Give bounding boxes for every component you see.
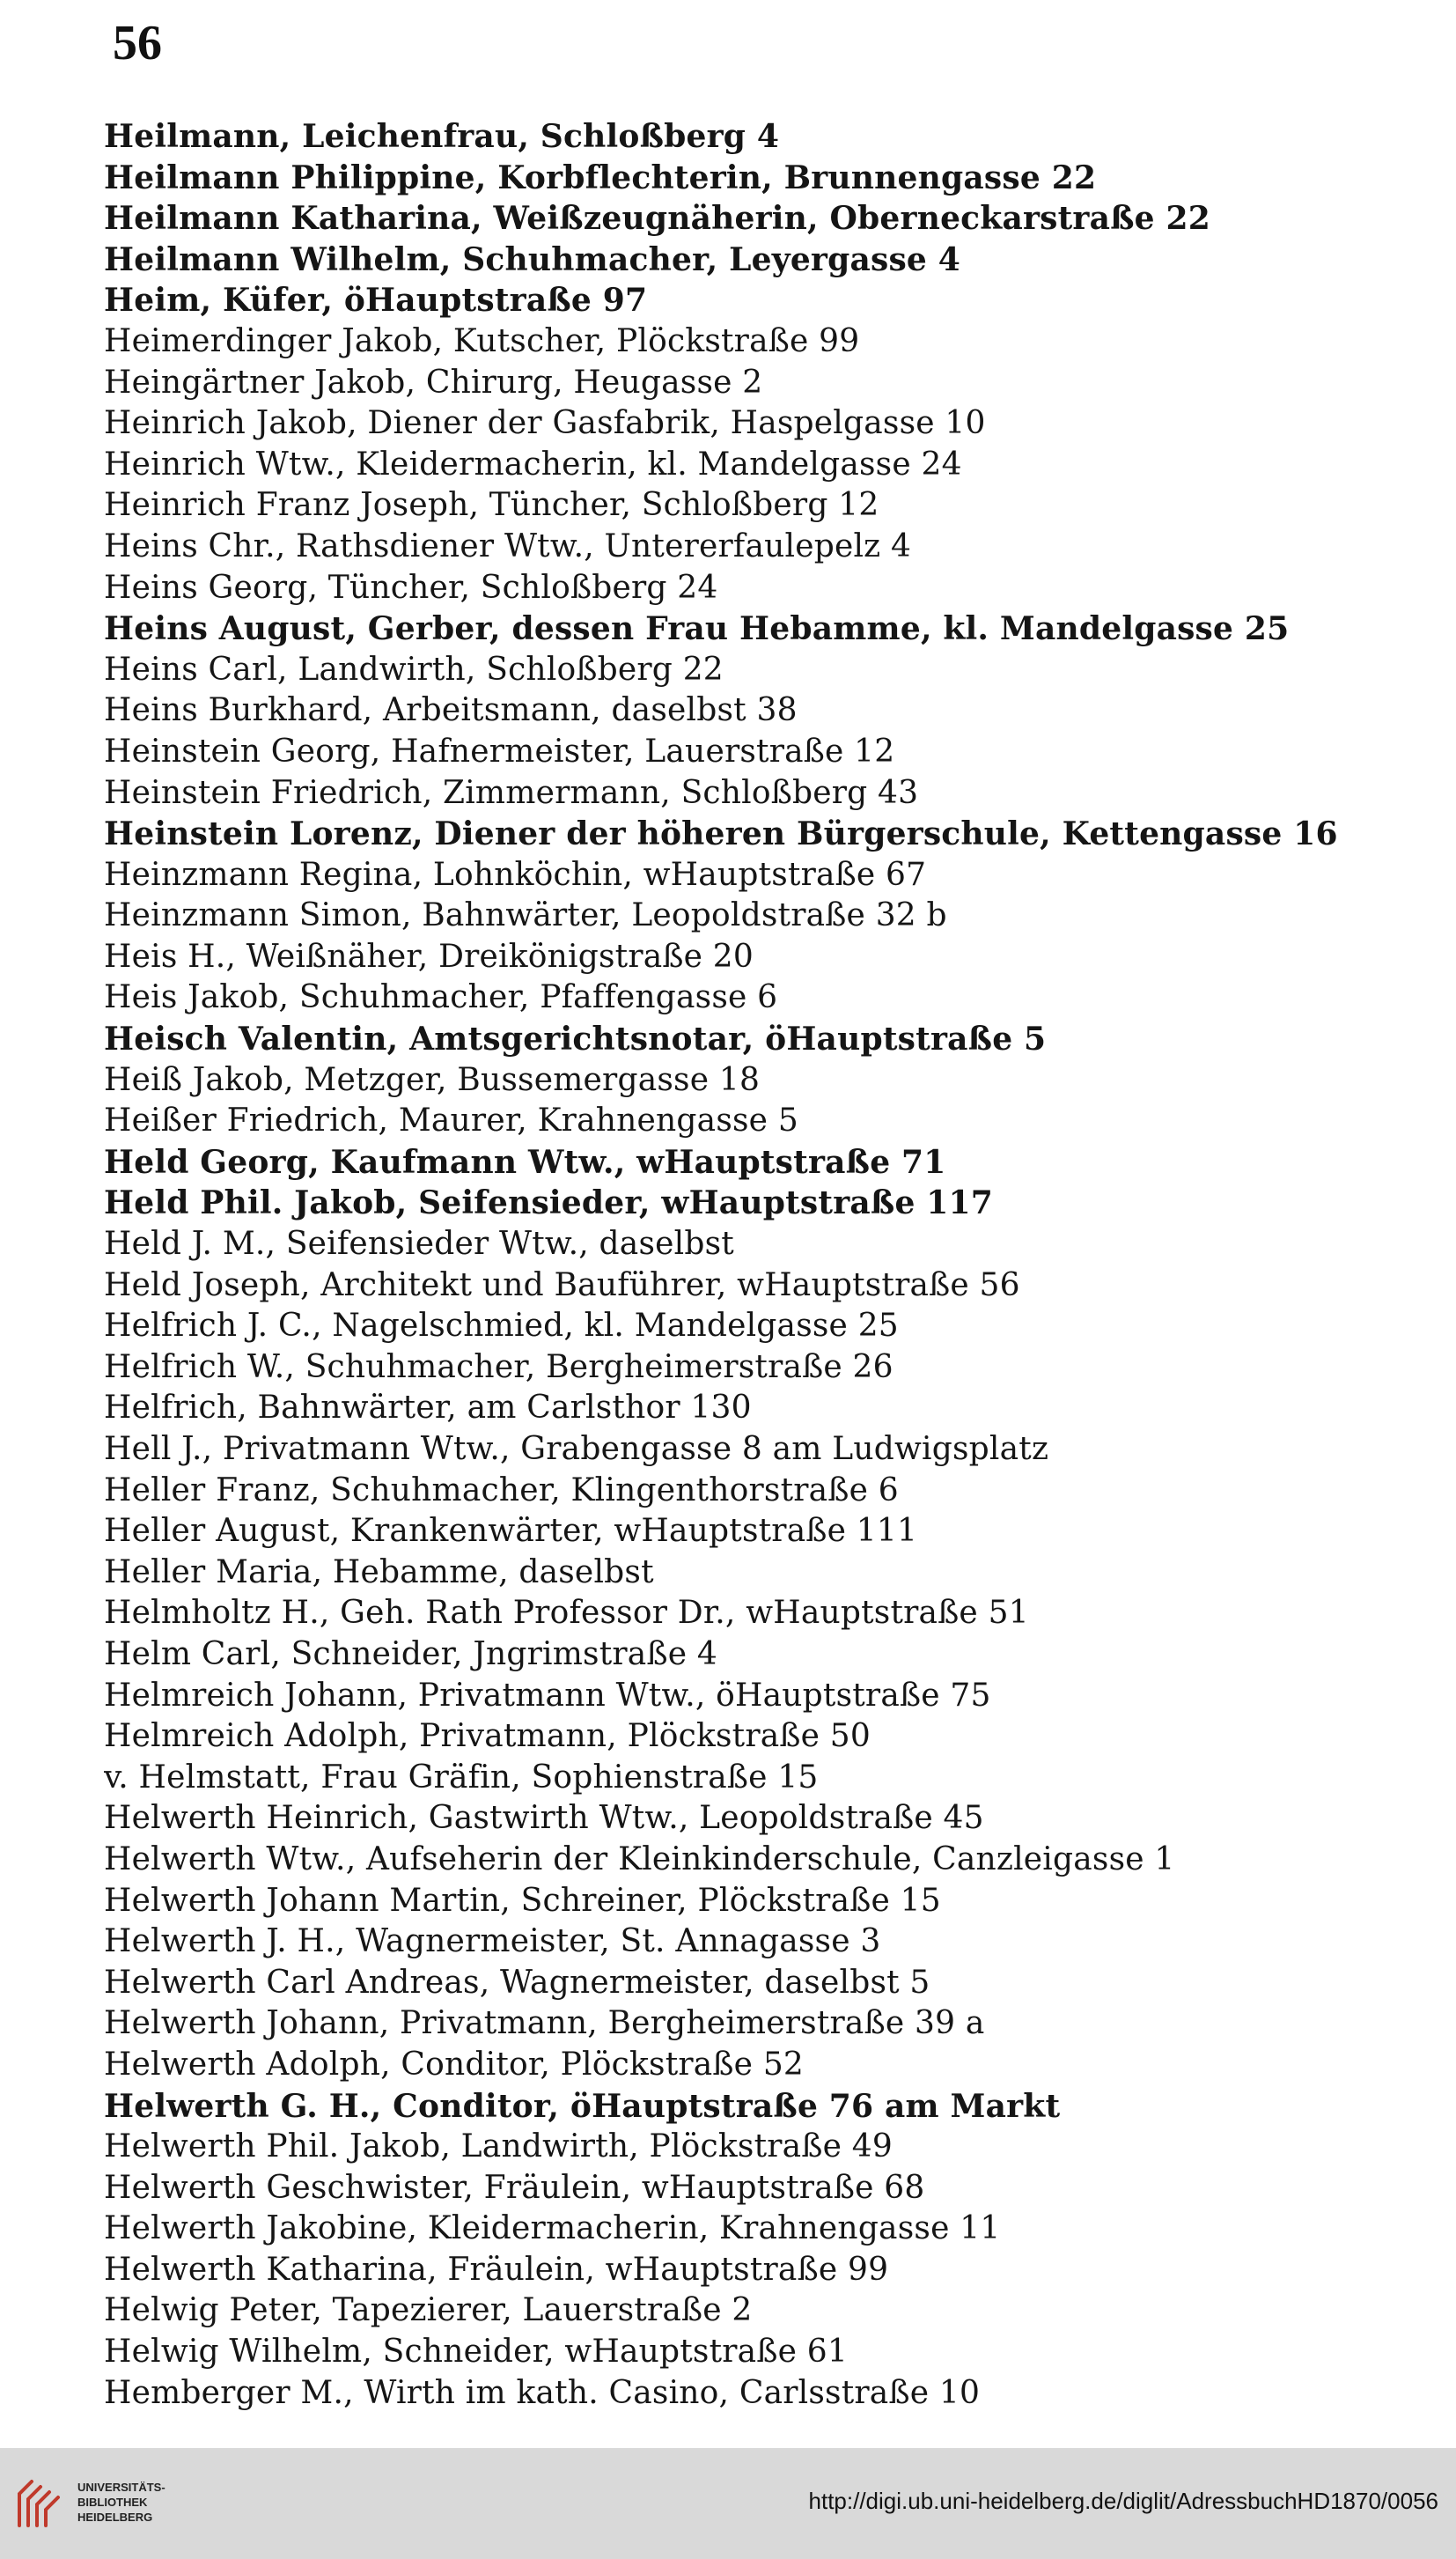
address-entry: Held Joseph, Architekt und Bauführer, wHauptstraße 56 [104,1266,1020,1303]
address-entry: Hell J., Privatmann Wtw., Grabengasse 8 am Ludwigsplatz [104,1431,1049,1467]
address-entry: Helfrich J. C., Nagelschmied, kl. Mandelgasse 25 [104,1308,899,1345]
address-entry: Heins Chr., Rathsdiener Wtw., Untererfaulepelz 4 [104,527,912,564]
logo-line-1: UNIVERSITÄTS- [77,2481,165,2494]
library-logo-icon [14,2476,69,2531]
address-entry: Heller August, Krankenwärter, wHauptstraße 111 [104,1513,918,1550]
address-entry: Held Phil. Jakob, Seifensieder, wHauptstraße 117 [104,1184,994,1222]
address-entry: Heins August, Gerber, dessen Frau Hebamme, kl. Mandelgasse 25 [104,610,1290,648]
address-entry: Helwerth Johann, Privatmann, Bergheimerstraße 39 a [104,2005,985,2042]
address-entry: Heis H., Weißnäher, Dreikönigstraße 20 [104,938,754,975]
address-entry: Helmreich Adolph, Privatmann, Plöckstraße 50 [104,1718,871,1755]
address-entry: Helwig Peter, Tapezierer, Lauerstraße 2 [104,2292,753,2329]
logo-line-2: BIBLIOTHEK [77,2496,148,2509]
address-entry: Helm Carl, Schneider, Jngrimstraße 4 [104,1635,717,1672]
address-entry: Helfrich W., Schuhmacher, Bergheimerstraße 26 [104,1348,893,1385]
address-entry: Heinstein Friedrich, Zimmermann, Schloßberg 43 [104,774,919,811]
address-entry: Helwerth Carl Andreas, Wagnermeister, daselbst 5 [104,1964,930,2001]
address-entry: Heißer Friedrich, Maurer, Krahnengasse 5 [104,1103,798,1139]
address-entry: Held Georg, Kaufmann Wtw., wHauptstraße 71 [104,1143,946,1181]
address-entry: Helwerth Adolph, Conditor, Plöckstraße 52 [104,2046,805,2083]
library-logo[interactable] [14,2474,190,2536]
address-entry: Heller Franz, Schuhmacher, Klingenthorstraße 6 [104,1471,899,1508]
address-entry: v. Helmstatt, Frau Gräfin, Sophienstraße 15 [104,1759,819,1796]
address-entry: Heilmann, Leichenfrau, Schloßberg 4 [104,118,780,155]
address-entry: Hemberger M., Wirth im kath. Casino, Carlsstraße 10 [104,2374,981,2411]
page-number: 56 [113,16,162,70]
library-logo-text [77,2480,165,2525]
address-entry: Heis Jakob, Schuhmacher, Pfaffengasse 6 [104,979,778,1016]
address-entry: Helwerth Phil. Jakob, Landwirth, Plöckstraße 49 [104,2128,893,2165]
address-entry: Heiß Jakob, Metzger, Bussemergasse 18 [104,1061,761,1098]
logo-line-3: HEIDELBERG [77,2511,153,2524]
address-entry: Heinrich Jakob, Diener der Gasfabrik, Haspelgasse 10 [104,405,986,442]
address-entry: Helwerth Katharina, Fräulein, wHauptstraße 99 [104,2251,889,2288]
address-entry: Held J. M., Seifensieder Wtw., daselbst [104,1226,734,1263]
address-entry: Helwerth Johann Martin, Schreiner, Plöckstraße 15 [104,1882,941,1919]
address-entry: Helwerth Heinrich, Gastwirth Wtw., Leopoldstraße 45 [104,1800,984,1837]
address-entry: Heilmann Katharina, Weißzeugnäherin, Oberneckarstraße 22 [104,200,1211,238]
address-entry: Helwerth J. H., Wagnermeister, St. Annagasse 3 [104,1923,881,1960]
address-entry: Heilmann Wilhelm, Schuhmacher, Leyergasse 4 [104,240,961,278]
address-entry: Heins Burkhard, Arbeitsmann, daselbst 38 [104,692,798,729]
address-entry: Heinstein Lorenz, Diener der höheren Bürgerschule, Kettengasse 16 [104,815,1338,853]
address-entry-list [104,116,1416,2414]
address-entry: Helfrich, Bahnwärter, am Carlsthor 130 [104,1390,752,1427]
address-entry: Heller Maria, Hebamme, daselbst [104,1553,654,1590]
address-entry: Helmreich Johann, Privatmann Wtw., öHauptstraße 75 [104,1677,991,1714]
address-entry: Heinzmann Regina, Lohnköchin, wHauptstraße 67 [104,856,927,893]
address-entry: Heisch Valentin, Amtsgerichtsnotar, öHauptstraße 5 [104,1021,1047,1058]
address-entry: Heimerdinger Jakob, Kutscher, Plöckstraße 99 [104,322,860,359]
address-entry: Heinzmann Simon, Bahnwärter, Leopoldstraße 32 b [104,897,947,934]
address-entry: Heim, Küfer, öHauptstraße 97 [104,282,648,320]
address-entry: Helwerth Wtw., Aufseherin der Kleinkinderschule, Canzleigasse 1 [104,1840,1175,1877]
address-entry: Heins Carl, Landwirth, Schloßberg 22 [104,651,724,688]
address-entry: Heilmann Philippine, Korbflechterin, Brunnengasse 22 [104,159,1097,196]
address-entry: Heingärtner Jakob, Chirurg, Heugasse 2 [104,364,763,401]
address-entry: Helwig Wilhelm, Schneider, wHauptstraße 61 [104,2334,848,2371]
address-entry: Helwerth Jakobine, Kleidermacherin, Krahnengasse 11 [104,2210,1001,2247]
address-entry: Heinrich Franz Joseph, Tüncher, Schloßberg 12 [104,487,879,524]
source-url-link[interactable]: http://digi.ub.uni-heidelberg.de/diglit/AdressbuchHD1870/0056 [808,2488,1438,2514]
address-entry: Heinstein Georg, Hafnermeister, Lauerstraße 12 [104,733,895,770]
address-entry: Helmholtz H., Geh. Rath Professor Dr., wHauptstraße 51 [104,1595,1029,1632]
viewer-footer [0,2448,1456,2559]
address-entry: Helwerth Geschwister, Fräulein, wHauptstraße 68 [104,2169,925,2206]
address-entry: Heins Georg, Tüncher, Schloßberg 24 [104,569,718,606]
address-entry: Helwerth G. H., Conditor, öHauptstraße 76 am Markt [104,2087,1061,2125]
address-entry: Heinrich Wtw., Kleidermacherin, kl. Mandelgasse 24 [104,446,962,483]
